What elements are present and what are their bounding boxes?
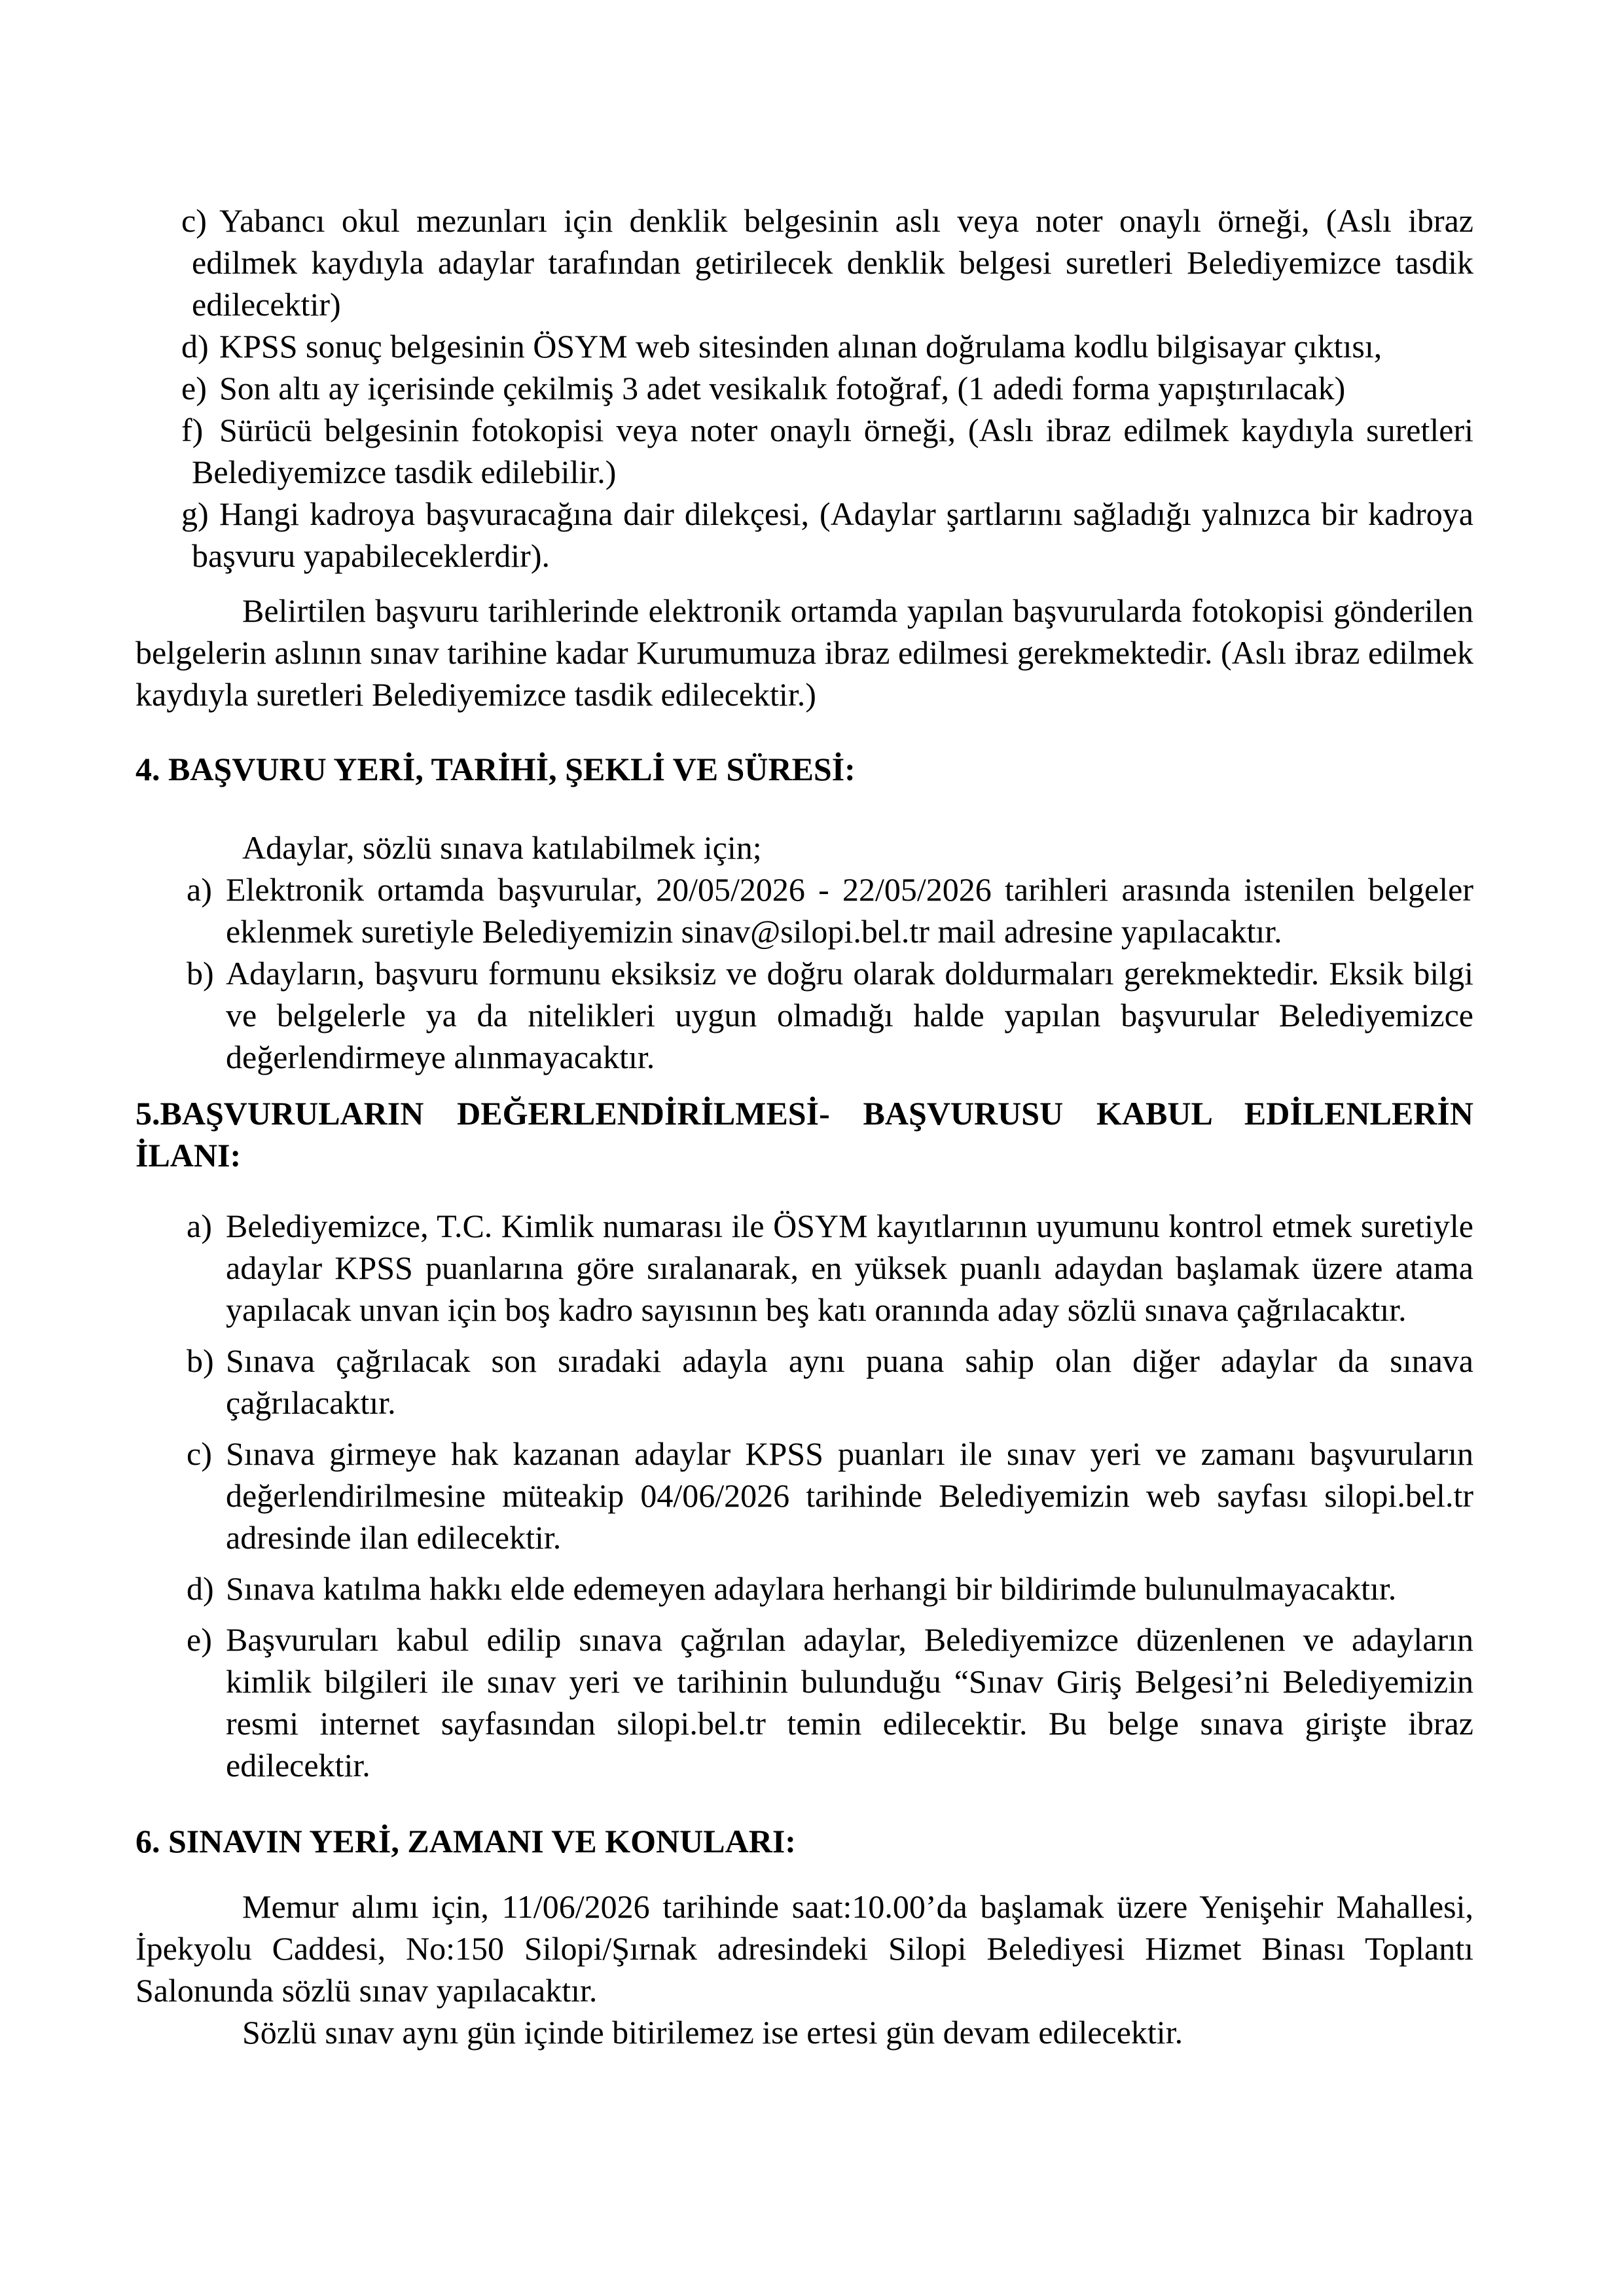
section5-heading — [135, 1092, 1473, 1176]
section5-heading-line1: 5.BAŞVURULARIN DEĞERLENDİRİLMESİ- BAŞVURUSU KABUL EDİLENLERİN — [135, 1095, 1473, 1132]
list-item-text: Adayların, başvuru formunu eksiksiz ve doğru olarak doldurmaları gerekmektedir. Eksik bilgi ve belgelerle ya da nitelikleri uygun olmadığı halde yapılan başvurular Belediyemizce değerlendirmeye alınmayacaktır. — [226, 955, 1473, 1075]
section5-list — [135, 1205, 1473, 1786]
list-item-b — [135, 952, 1473, 1078]
list-item-g — [135, 493, 1473, 577]
list-item-a — [135, 869, 1473, 952]
section6-paragraph-2: Sözlü sınav aynı gün içinde bitirilemez ise ertesi gün devam edilecektir. — [242, 2014, 1183, 2051]
list-item-c — [135, 200, 1473, 325]
list-item-text: Başvuruları kabul edilip sınava çağrılan adaylar, Belediyemizce düzenlenen ve adayların kimlik bilgileri ile sınav yeri ve tarihinin bulunduğu “Sınav Giriş Belgesi’ni Belediyemizin resmi internet sayfasından silopi.bel.tr temin edilecektir. Bu belge sınava girişte ibraz edilecektir. — [226, 1621, 1473, 1784]
list-item-e — [135, 1619, 1473, 1786]
list-marker: b) — [187, 955, 214, 992]
list-marker: f) — [181, 412, 204, 448]
list-marker: e) — [187, 1621, 212, 1658]
list-marker: c) — [187, 1435, 212, 1472]
list-marker: d) — [187, 1570, 214, 1607]
section6-heading: 6. SINAVIN YERİ, ZAMANI VE KONULARI: — [135, 1823, 796, 1859]
list-item-text: Elektronik ortamda başvurular, 20/05/2026 - 22/05/2026 tarihleri arasında istenilen belgeler eklenmek suretiyle Belediyemizin sinav@silopi.bel.tr mail adresine yapılacaktır. — [226, 871, 1473, 950]
list-marker: g) — [181, 495, 209, 532]
list-item-a — [135, 1205, 1473, 1331]
list-item-text: Belediyemizce, T.C. Kimlik numarası ile ÖSYM kayıtlarının uyumunu kontrol etmek suretiyle adaylar KPSS puanlarına göre sıralanarak, en yüksek puanlı adaydan başlamak üzere atama yapılacak unvan için boş kadro sayısının beş katı oranında aday sözlü sınava çağrılacaktır. — [226, 1208, 1473, 1328]
notice-paragraph: Belirtilen başvuru tarihlerinde elektronik ortamda yapılan başvurularda fotokopisi gönderilen belgelerin aslının sınav tarihine kadar Kurumumuza ibraz edilmesi gerekmektedir. (Aslı ibraz edilmek kaydıyla suretleri Belediyemizce tasdik edilecektir.) — [135, 592, 1473, 713]
section4-list — [135, 869, 1473, 1078]
list-item-c — [135, 1433, 1473, 1558]
list-item-text: KPSS sonuç belgesinin ÖSYM web sitesinden alınan doğrulama kodlu bilgisayar çıktısı, — [219, 328, 1382, 365]
list-item-text: Sürücü belgesinin fotokopisi veya noter onaylı örneği, (Aslı ibraz edilmek kaydıyla suretleri Belediyemizce tasdik edilebilir.) — [192, 412, 1473, 490]
list-item-text: Sınava girmeye hak kazanan adaylar KPSS puanları ile sınav yeri ve zamanı başvuruların değerlendirilmesine müteakip 04/06/2026 tarihinde Belediyemizin web sayfası silopi.bel.tr adresinde ilan edilecektir. — [226, 1435, 1473, 1556]
list-item-f — [135, 409, 1473, 493]
list-item-text: Yabancı okul mezunları için denklik belgesinin aslı veya noter onaylı örneği, (Aslı ibraz edilmek kaydıyla adaylar tarafından getirilecek denklik belgesi suretleri Belediyemizce tasdik edilecektir) — [192, 202, 1473, 323]
list-marker: a) — [187, 871, 212, 908]
list-marker: b) — [187, 1342, 214, 1379]
list-item-d — [135, 325, 1473, 367]
list-item-text: Hangi kadroya başvuracağına dair dilekçesi, (Adaylar şartlarını sağladığı yalnızca bir kadroya başvuru yapabileceklerdir). — [192, 495, 1473, 574]
list-item-text: Sınava çağrılacak son sıradaki adayla aynı puana sahip olan diğer adaylar da sınava çağrılacaktır. — [226, 1342, 1473, 1421]
list-item-text: Sınava katılma hakkı elde edemeyen adaylara herhangi bir bildirimde bulunulmayacaktır. — [226, 1570, 1397, 1607]
list-item-text: Son altı ay içerisinde çekilmiş 3 adet vesikalık fotoğraf, (1 adedi forma yapıştırılacak) — [219, 370, 1346, 406]
list-marker: e) — [181, 370, 207, 406]
list-marker: c) — [181, 202, 207, 239]
list-marker: a) — [187, 1208, 212, 1244]
required-documents-list — [135, 200, 1473, 577]
section5-heading-line2: İLANI: — [135, 1137, 242, 1174]
section4-heading: 4. BAŞVURU YERİ, TARİHİ, ŞEKLİ VE SÜRESİ: — [135, 751, 856, 787]
list-item-d — [135, 1568, 1473, 1609]
section6-paragraph-1: Memur alımı için, 11/06/2026 tarihinde saat:10.00’da başlamak üzere Yenişehir Mahallesi, İpekyolu Caddesi, No:150 Silopi/Şırnak adresindeki Silopi Belediyesi Hizmet Binası Toplantı Salonunda sözlü sınav yapılacaktır. — [135, 1888, 1473, 2009]
list-marker: d) — [181, 328, 209, 365]
section4-intro: Adaylar, sözlü sınava katılabilmek için; — [242, 829, 762, 866]
list-item-b — [135, 1340, 1473, 1424]
list-item-e — [135, 367, 1473, 409]
